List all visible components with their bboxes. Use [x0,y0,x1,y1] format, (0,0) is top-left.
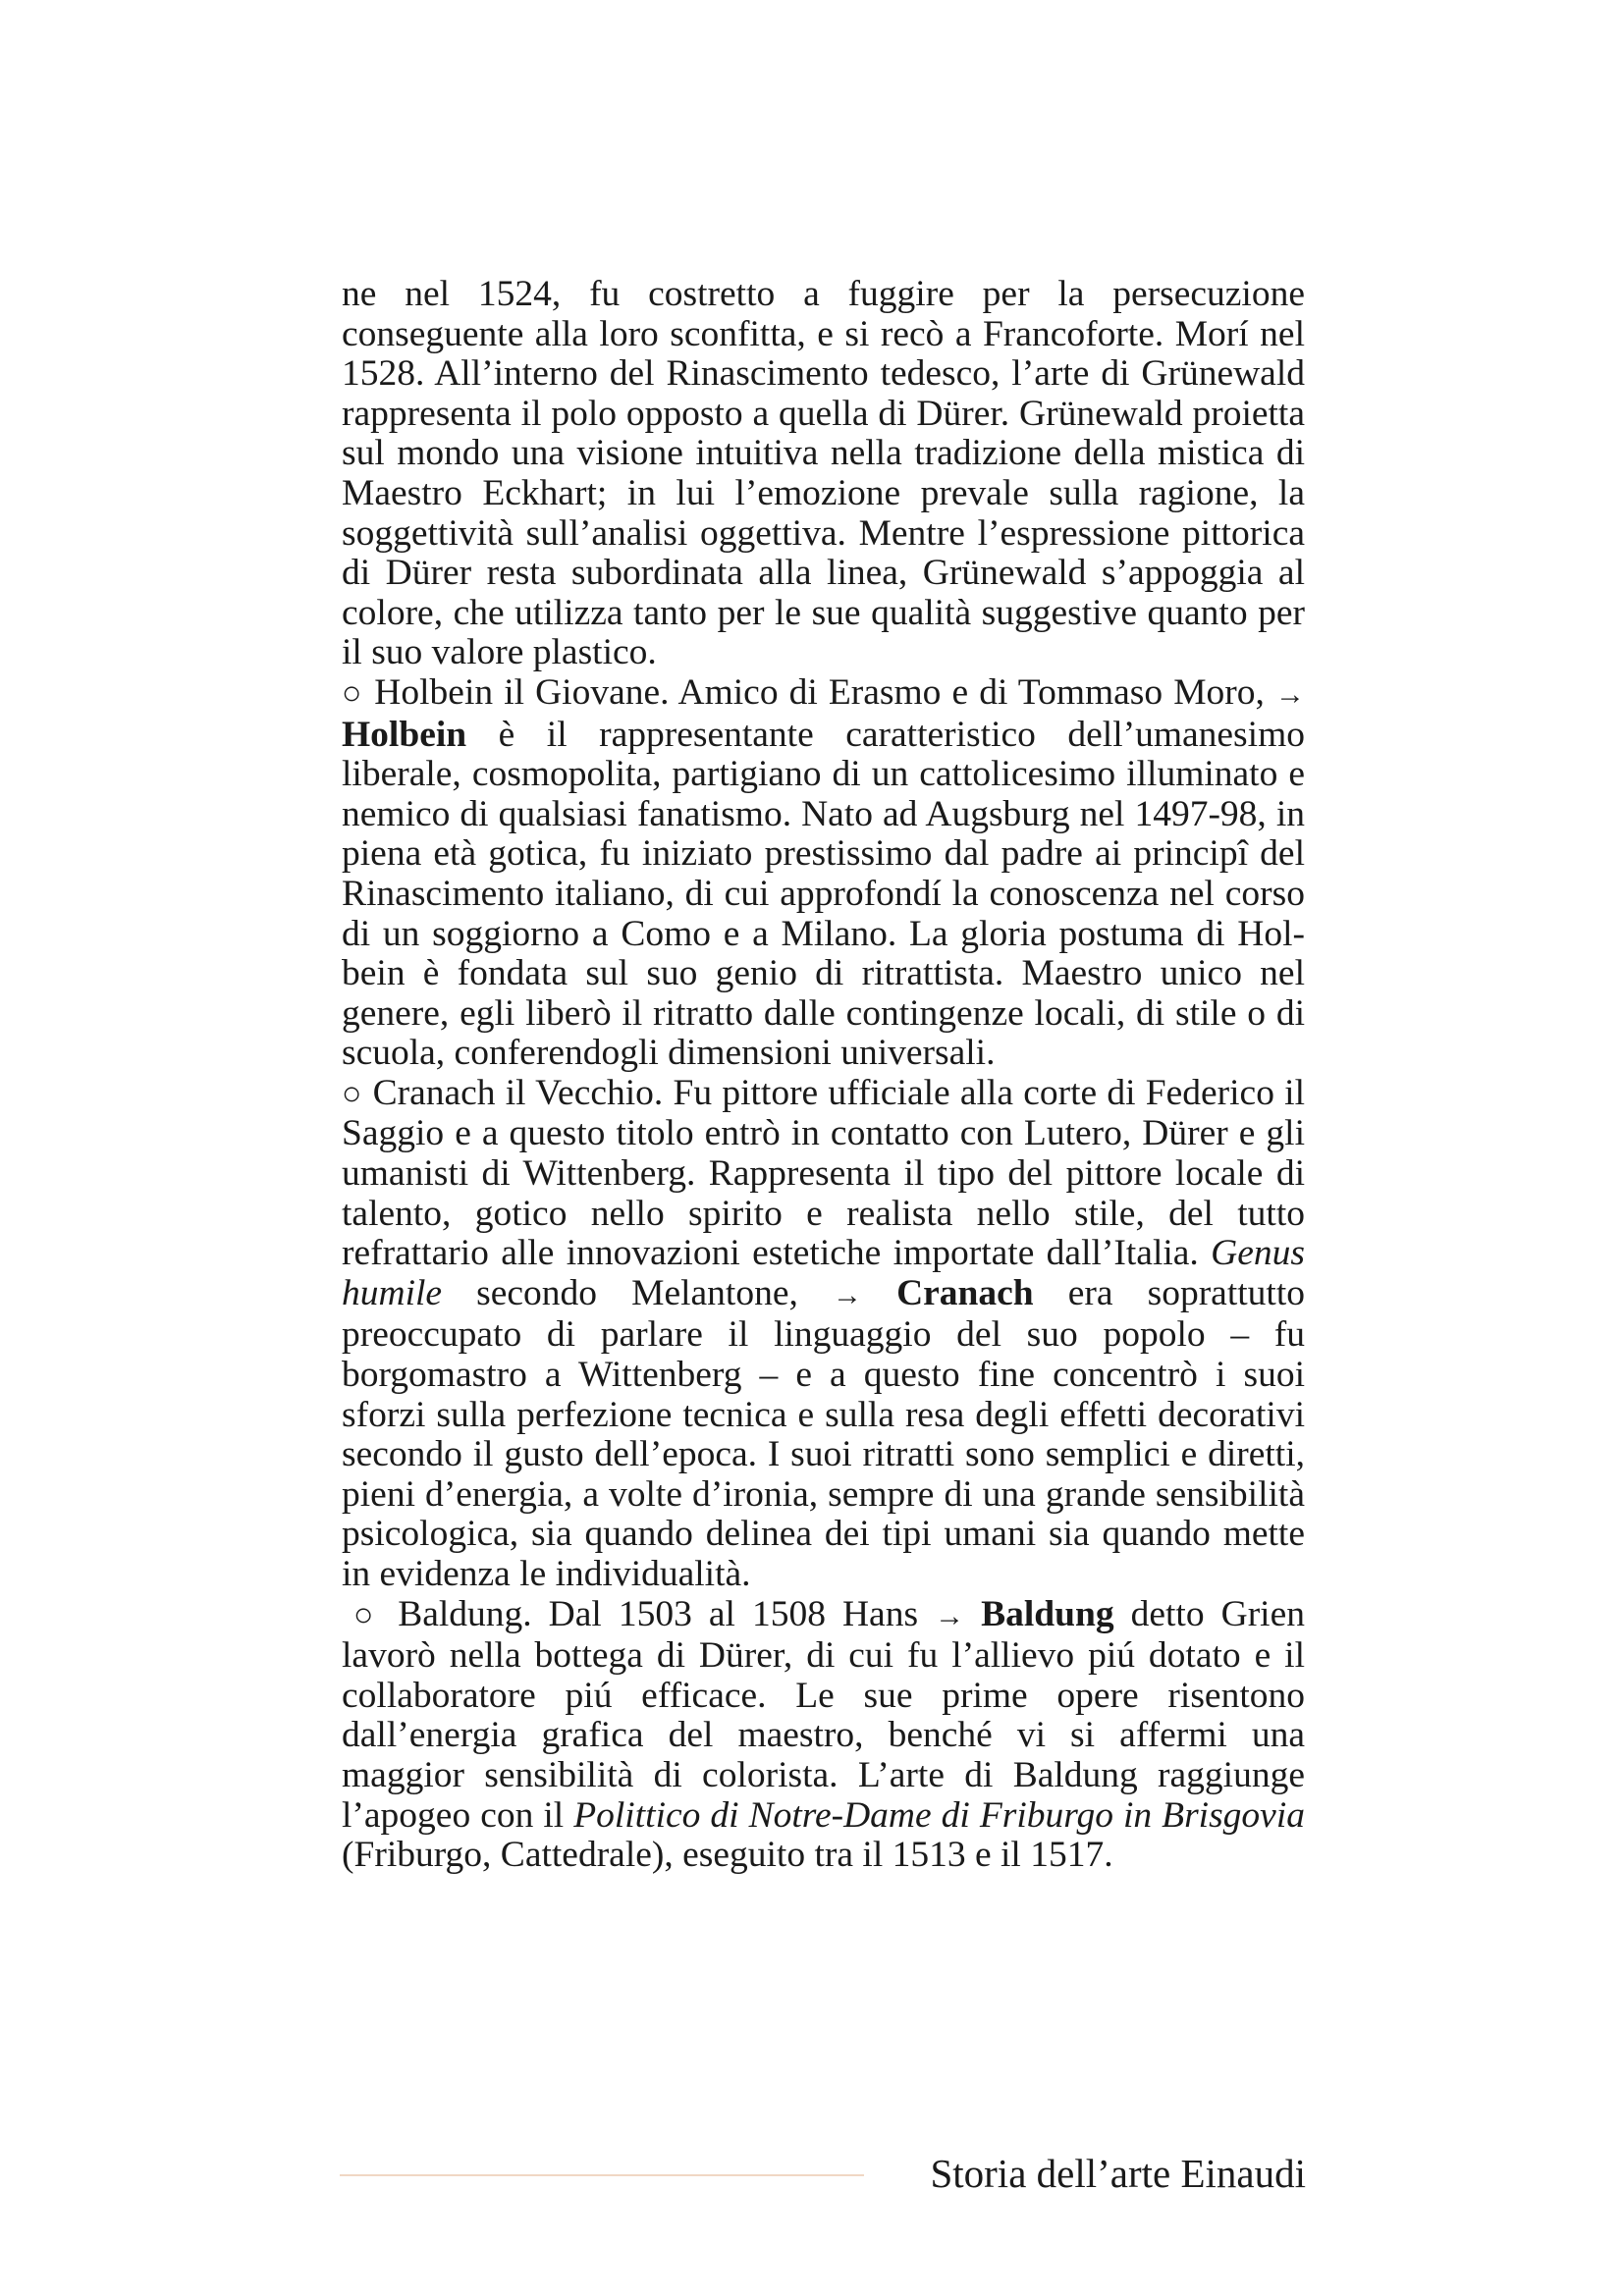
text-run: detto Grien lavorò nella bottega di Dürer, di cui fu l’allievo piú dotato e il collaboratore piú efficace. Le sue prime opere risentono dall’energia grafica del maestro, benché vi si affermi una maggior sensibilità di colorista. L’arte di Baldung raggiunge l’apogeo con il [342,1593,1305,1836]
text-run: Baldung. Dal 1503 al 1508 Hans [381,1593,936,1634]
paragraph-grunewald [342,275,1305,673]
text-run: secondo Melantone, [442,1272,833,1313]
footer-rule [340,2174,864,2176]
cross-reference-arrow-icon: → [832,1278,862,1311]
text-run: Holbein il Giovane. Amico di Erasmo e di Tommaso Moro, [363,671,1275,713]
body-text [342,275,1305,1876]
text-run: ne nel 1524, fu costretto a fuggire per la persecuzione conseguente alla loro sconfitta, e si recò a Francoforte. Morí nel 1528. All’interno del Rinascimento tedesco, l’arte di Grünewald rappresenta il polo opposto a quella di Dürer. Grünewald proietta sul mondo una visione intuitiva nella tradizione della mistica di Maestro Eckhart; in lui l’emozione prevale sulla ragione, la soggettività sull’analisi oggettiva. Mentre l’espressione pittorica di Dürer resta subordinata alla linea, Grünewald s’appoggia al colore, che utilizza tanto per le sue qualità suggestive quanto per il suo valore plastico. [342,274,1305,673]
cross-reference-name: Cranach [896,1272,1034,1313]
text-run [862,1273,896,1313]
cross-reference-name: Baldung [981,1593,1114,1634]
paragraph-holbein [342,673,1305,1074]
text-run: (Friburgo, Cattedrale), eseguito tra il 1513 e il 1517. [342,1835,1113,1876]
section-marker-icon: ○ [342,1075,363,1112]
cross-reference-arrow-icon: → [935,1599,965,1632]
footer-title: Storia dell’arte Einaudi [930,2151,1306,2196]
paragraph-cranach [342,1074,1305,1595]
italic-title: Genus humile [342,1233,1305,1313]
section-marker-icon: ○ [342,674,364,712]
paragraph-baldung [342,1595,1305,1876]
italic-title: Polittico di Notre-Dame di Friburgo in Brisgovia [573,1794,1305,1836]
cross-reference-name: Holbein [342,714,467,755]
text-run [964,1594,981,1634]
cross-reference-arrow-icon: → [1275,677,1305,711]
text-run: è il rappresentante caratteristico dell’umanesimo liberale, cosmopolita, partigiano di un cattolicesimo illuminato e nemico di qualsiasi fanatismo. Nato ad Augsburg nel 1497-98, in piena età gotica, fu iniziato prestissimo dal padre ai principî del Rinascimento italiano, di cui approfondí la conoscenza nel corso di un soggiorno a Como e a Milano. La gloria postuma di Holbein è fondata sul suo genio di ritrattista. Maestro unico nel genere, egli liberò il ritratto dalle contingenze locali, di stile o di scuola, conferendogli dimensioni universali. [342,714,1305,1074]
text-run: era soprattutto preoccupato di parlare il linguaggio del suo popolo – fu borgomastro a Wittenberg – e a questo fine concentrò i suoi sforzi sulla perfezione tecnica e sulla resa degli effetti decorativi secondo il gusto dell’epoca. I suoi ritratti sono semplici e diretti, pieni d’energia, a volte d’ironia, sempre di una grande sensibilità psicologica, sia quando delinea dei tipi umani sia quando mette in evidenza le individualità. [342,1272,1306,1594]
section-marker-icon: ○ [353,1596,382,1633]
text-run: Cranach il Vecchio. Fu pittore ufficiale alla corte di Federico il Saggio e a questo titolo entrò in contatto con Lutero, Dürer e gli umanisti di Wittenberg. Rappresenta il tipo del pittore locale di talento, gotico nello spirito e realista nello stile, del tutto refrattario alle innovazioni estetiche importate dall’Italia. [342,1072,1306,1274]
